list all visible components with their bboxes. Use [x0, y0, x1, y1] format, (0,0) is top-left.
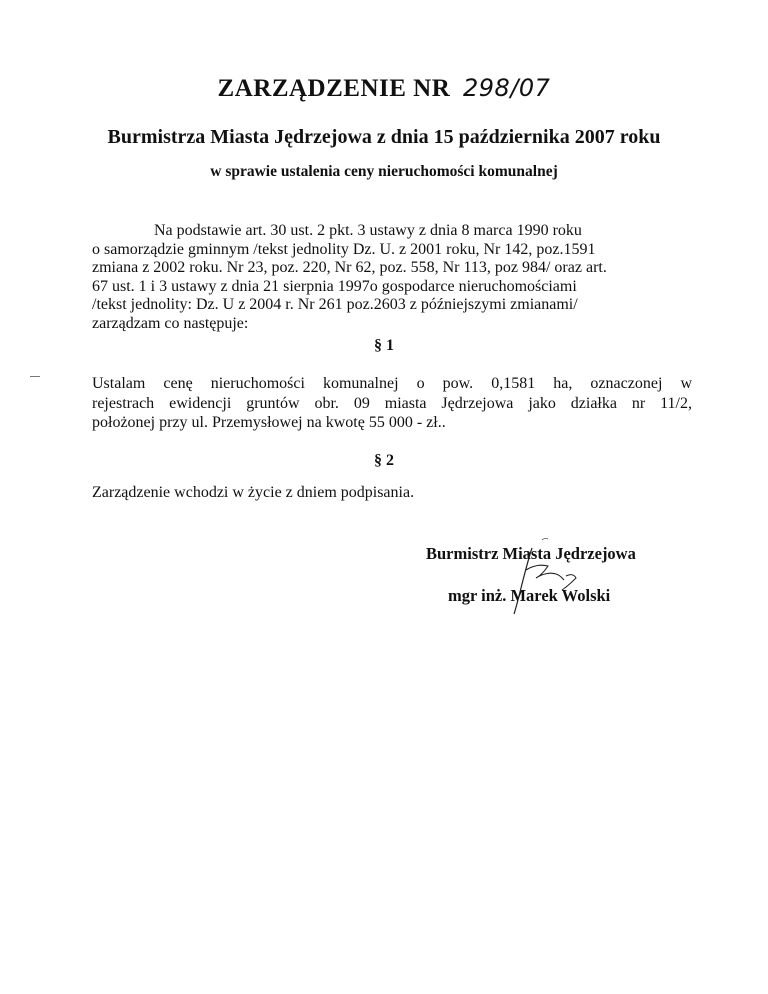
document-subject: w sprawie ustalenia ceny nieruchomości komunalnej — [210, 163, 558, 180]
signatory-name: mgr inż. Marek Wolski — [448, 586, 611, 605]
handwritten-number: 298/07 — [463, 74, 551, 102]
section-1-line: Ustalam cenę nieruchomości komunalnej o pow. 0,1581 ha, oznaczonej w — [92, 375, 692, 392]
basis-line: zmiana z 2002 roku. Nr 23, poz. 220, Nr 62, poz. 558, Nr 113, poz 984/ oraz art. — [92, 259, 607, 277]
basis-line: zarządzam co następuje: — [92, 314, 249, 332]
basis-line: Na podstawie art. 30 ust. 2 pkt. 3 ustawy z dnia 8 marca 1990 roku — [154, 222, 582, 239]
basis-line: o samorządzie gminnym /tekst jednolity Dz. U. z 2001 roku, Nr 142, poz.1591 — [92, 240, 596, 258]
section-1-sign: § 1 — [374, 337, 394, 354]
legal-basis-paragraph — [92, 222, 692, 334]
basis-line: /tekst jednolity: Dz. U z 2004 r. Nr 261 poz.2603 z późniejszymi zmianami/ — [92, 296, 578, 314]
section-2-sign: § 2 — [374, 452, 394, 469]
signatory-title: Burmistrz Miasta Jędrzejowa — [426, 544, 636, 563]
basis-line: 67 ust. 1 i 3 ustawy z dnia 21 sierpnia 1997o gospodarce nieruchomościami — [92, 277, 577, 295]
margin-mark — [30, 376, 40, 377]
section-1-text — [92, 374, 692, 433]
title-text: ZARZĄDZENIE NR — [217, 75, 451, 102]
document-subtitle: Burmistrza Miasta Jędrzejowa z dnia 15 października 2007 roku — [107, 126, 661, 148]
document-title — [0, 74, 768, 103]
section-2-text: Zarządzenie wchodzi w życie z dniem podpisania. — [92, 484, 415, 501]
section-1-line: rejestrach ewidencji gruntów obr. 09 miasta Jędrzejowa jako działka nr 11/2, — [92, 394, 692, 412]
section-1-line: położonej przy ul. Przemysłowej na kwotę 55 000 - zł.. — [92, 414, 446, 431]
